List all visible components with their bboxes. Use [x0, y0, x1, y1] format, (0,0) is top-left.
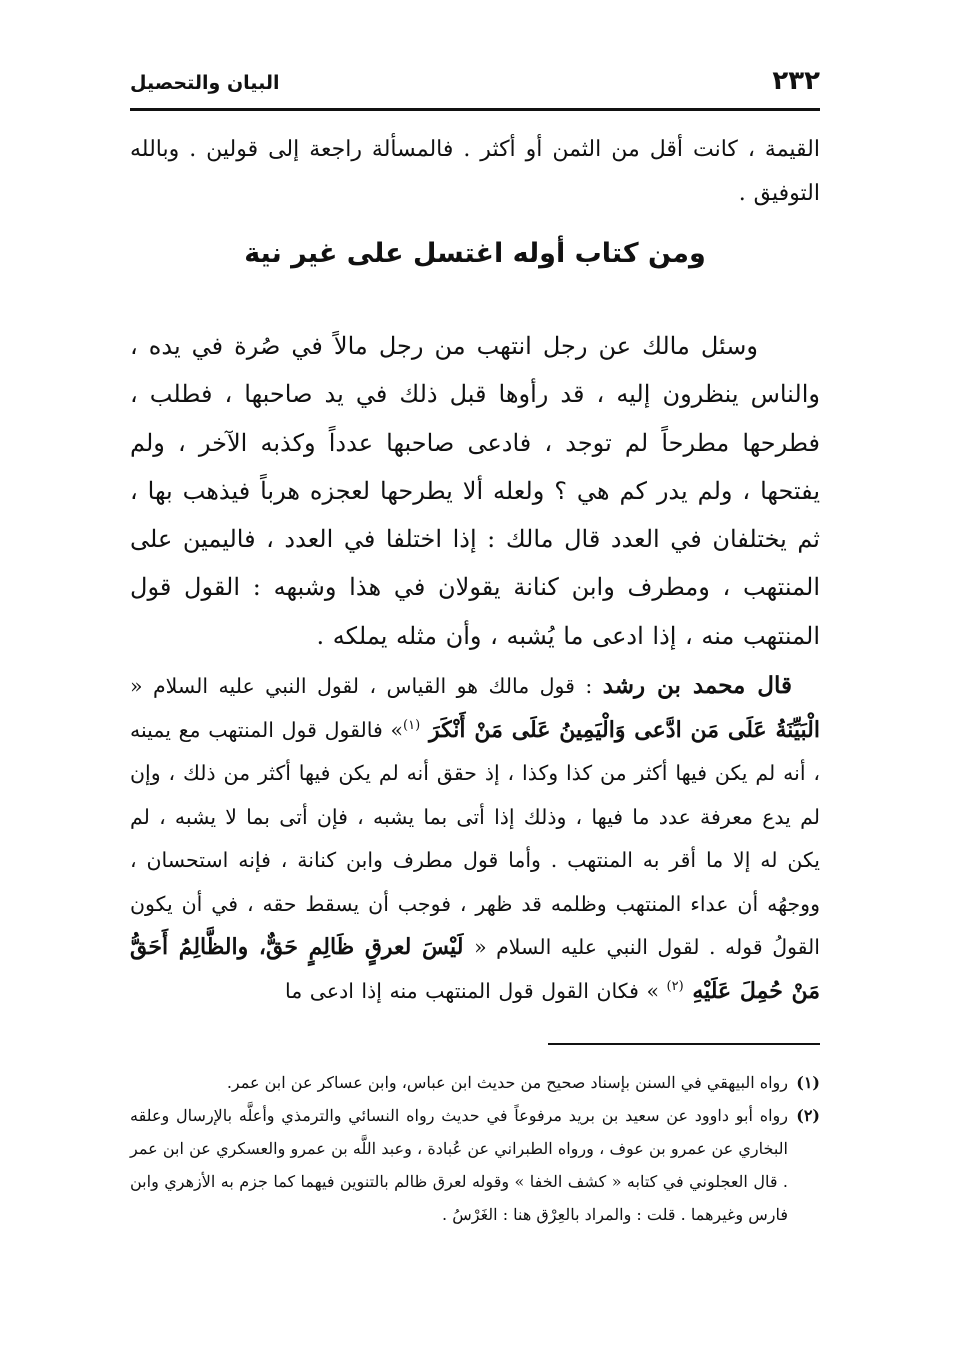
question-paragraph: وسئل مالك عن رجل انتهب من رجل مالاً في صُرة في يده ، والناس ينظرون إليه ، قد رأوها قبل ذلك في يد صاحبها ، فطلب ، فطرحها مطرحاً لم توجد ، فادعى صاحبها عدداً وكذبه الآخر ، ولم يفتحها ، ولم يدر كم هي ؟ ولعله ألا يطرحها لعجزه هرباً فيذهب بها ، ثم يختلفان في العدد قال مالك : إذا اختلفا في العدد ، فاليمين على المنتهب ، ومطرف وابن كنانة يقولان في هذا وشبهه : القول قول المنتهب منه ، إذا ادعى ما يُشبه ، وأن مثله يملكه .: [130, 332, 820, 650]
footnote-number: (١): [796, 1073, 820, 1092]
footnote-separator: [548, 1043, 820, 1045]
hadith-quote-1: الْبَيِّنَةُ عَلَى مَن ادَّعى وَالْيَمِينُ عَلَى مَنْ أَنْكَرَ: [420, 716, 820, 743]
commentary-text-1: : قول مالك هو القياس ، لقول النبي عليه السلام «: [130, 674, 593, 698]
footnote-text: رواه البيهقي في السنن بإسناد صحيح من حديث ابن عباس، وابن عساكر عن ابن عمر.: [226, 1073, 788, 1092]
intro-paragraph: القيمة ، كانت أقل من الثمن أو أكثر . فالمسألة راجعة إلى قولين . وبالله التوفيق .: [130, 137, 820, 206]
commentary-text-3: » فكان القول قول المنتهب منه إذا ادعى ما: [285, 978, 659, 1003]
footnote-1: [130, 1066, 820, 1099]
header-rule: [130, 108, 820, 111]
section-heading: ومن كتاب أوله اغتسل على غير نية: [244, 238, 706, 269]
page-number: ٢٣٢: [772, 66, 820, 96]
footnote-number: (٢): [796, 1106, 820, 1125]
footnote-text: رواه أبو داوود عن سعيد بن بريد مرفوعاً في حديث رواه النسائي والترمذي وأعلَّه بالإرسال وعلقه البخاري عن عمرو بن عوف ، ورواه الطبراني عن عُبادة ، وعبد اللَّه بن عمرو والعسكري عن ابن عمر . قال العجلوني في كتابه « كشف الخفا » وقوله لعرق ظالم بالتنوين فيهما كما جزم به الأزهري وابن فارس وغيرهما . قلت : والمراد بالعِرْق هنا : الغَرْسُ .: [130, 1106, 788, 1224]
footnote-ref-2: (٢): [666, 978, 684, 994]
commentary-paragraph: [130, 664, 820, 1013]
commentary-text-2: » فالقول قول المنتهب مع يمينه ، أنه لم يكن فيها أكثر من كذا وكذا ، إذ حقق أنه لم يكن فيها أكثر من ذلك ، وإن لم يدع معرفة عدد ما فيها ، وذلك إذا أتى بما يشبه ، فإن أتى بما لا يشبه ، لم يكن له إلا ما أقر به المنتهب . وأما قول مطرف وابن كنانة ، فإنه استحسان ، ووجهُه أن عداء المنتهب وظلمه قد ظهر ، فوجب أن يسقط حقه ، في أن يكون القولُ قوله . لقول النبي عليه السلام «: [130, 717, 820, 959]
footnotes: [130, 1066, 820, 1231]
footnote-2: [130, 1099, 820, 1231]
footnote-ref-1: (١): [403, 717, 421, 733]
hadith-quote-2: لَيْسَ لعرقٍ ظَالِمٍ حَقٌّ، والظَّالِمُ أَحَقُّ مَنْ حُمِلَ عَلَيْهِ: [130, 934, 820, 1004]
commentary-author: قال محمد بن رشد: [602, 672, 792, 699]
page-header: [130, 62, 820, 106]
running-title: البيان والتحصيل: [130, 72, 280, 94]
